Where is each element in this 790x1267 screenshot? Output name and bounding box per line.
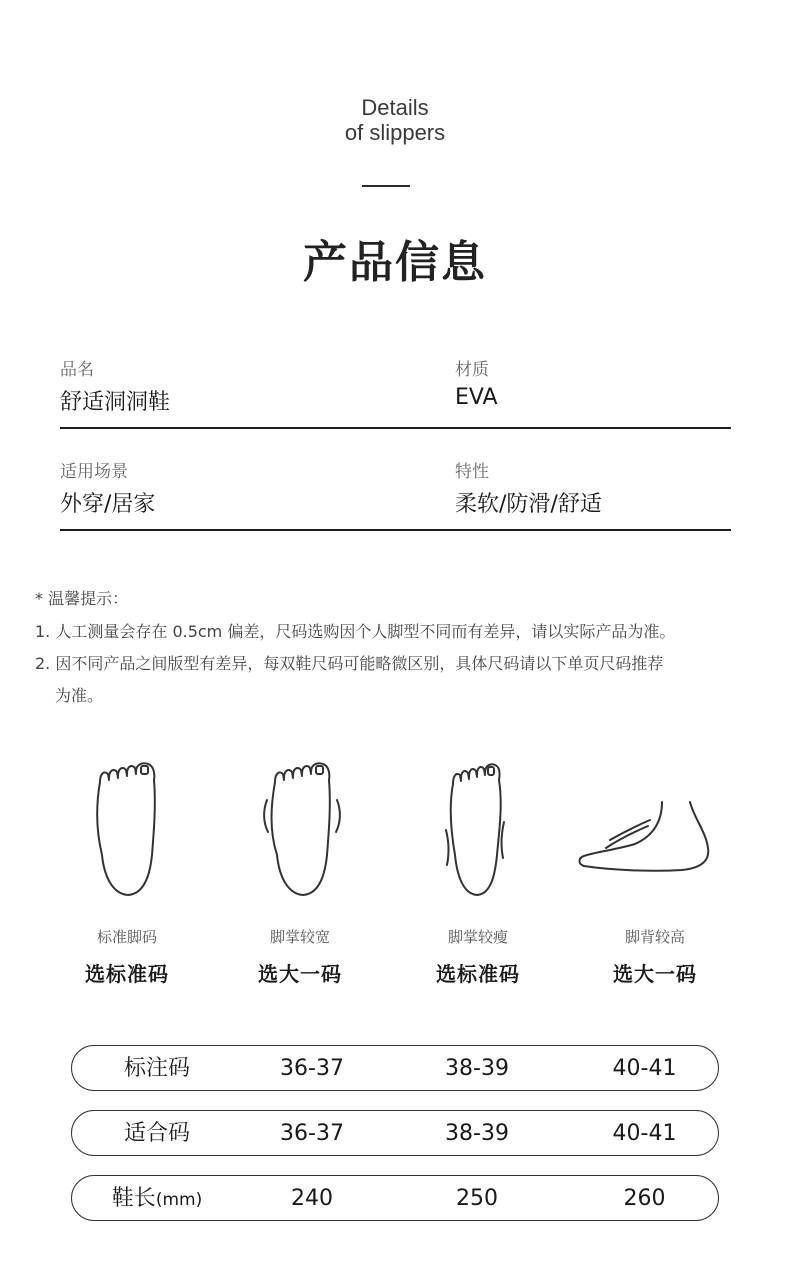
info-label-scene: 适用场景: [60, 462, 128, 482]
size-row-fit: [71, 1110, 719, 1156]
size-advice: 选标准码: [436, 962, 520, 986]
info-divider: [60, 427, 731, 429]
info-label-name: 品名: [60, 360, 94, 380]
info-value-feature: 柔软/防滑/舒适: [455, 492, 602, 517]
info-value-material: EVA: [455, 385, 498, 410]
narrow-foot-icon: [393, 760, 563, 900]
size-row-labeled: [71, 1045, 719, 1091]
info-label-material: 材质: [455, 360, 489, 380]
size-cell: 40-41: [612, 1121, 677, 1146]
wide-foot-icon: [215, 760, 385, 900]
size-cell: 36-37: [280, 1121, 344, 1146]
size-cell: 40-41: [612, 1056, 677, 1081]
header-english-line1: Details: [361, 95, 429, 120]
size-cell: 250: [456, 1186, 498, 1211]
note-item-1: 1. 人工测量会存在 0.5cm 偏差，尺码选购因个人脚型不同而有差异，请以实际产品为准。: [35, 622, 676, 641]
size-advice: 选大一码: [258, 962, 342, 986]
standard-foot-icon: [42, 760, 212, 900]
foot-caption: 标准脚码: [96, 928, 157, 946]
foot-caption: 脚掌较宽: [269, 928, 330, 946]
note-item-2: 2. 因不同产品之间版型有差异，每双鞋尺码可能略微区别，具体尺码请以下单页尺码推荐: [35, 654, 664, 673]
info-value-scene: 外穿/居家: [60, 492, 156, 517]
header-english-line2: of slippers: [344, 120, 446, 145]
size-advice: 选标准码: [85, 962, 169, 986]
info-value-name: 舒适洞洞鞋: [60, 390, 171, 415]
header-divider: [362, 185, 410, 187]
size-cell: 260: [623, 1186, 666, 1211]
info-label-feature: 特性: [455, 462, 489, 482]
size-cell: 240: [291, 1186, 333, 1211]
page-title: 产品信息: [303, 237, 487, 288]
foot-caption: 脚背较高: [624, 928, 685, 946]
notes-heading: * 温馨提示：: [35, 589, 129, 608]
foot-caption: 脚掌较瘦: [447, 928, 508, 946]
size-cell: 36-37: [280, 1056, 344, 1081]
row-label: 鞋长(mm): [111, 1186, 203, 1211]
note-item-2-continued: 为准。: [55, 686, 104, 705]
size-row-length: [71, 1175, 719, 1221]
info-divider: [60, 529, 731, 531]
size-advice: 选大一码: [613, 962, 697, 986]
row-unit: (mm): [155, 1190, 203, 1210]
row-label: 适合码: [123, 1121, 190, 1146]
size-cell: 38-39: [445, 1121, 509, 1146]
high-instep-foot-icon: [570, 760, 740, 900]
row-label: 标注码: [123, 1056, 190, 1081]
size-cell: 38-39: [445, 1056, 509, 1081]
